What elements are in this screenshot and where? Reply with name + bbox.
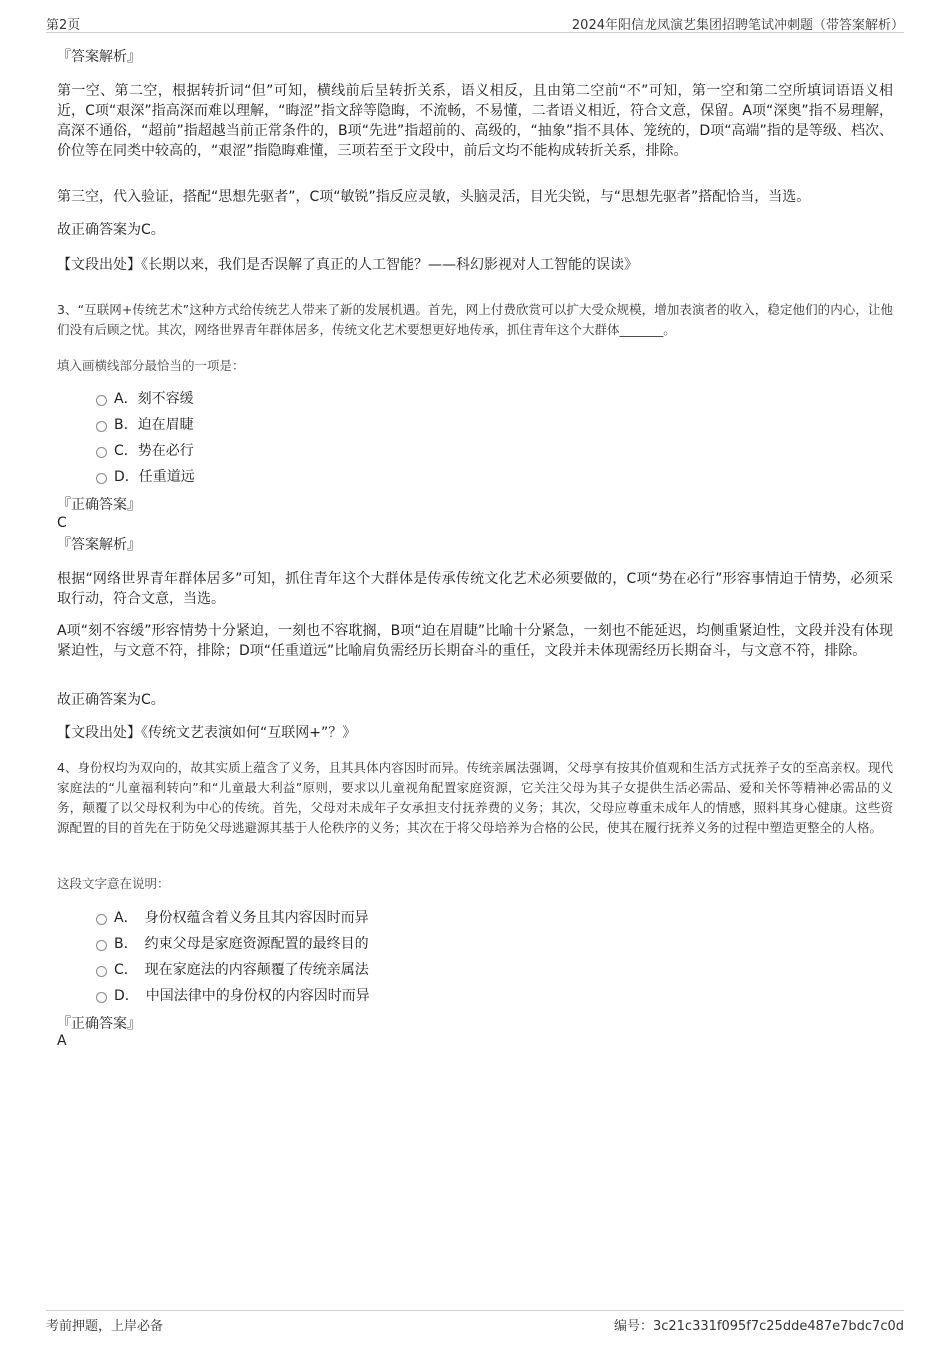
q4-option-c[interactable] [96,960,696,986]
q4-stem: 4、身份权均为双向的，故其实质上蕴含了义务，且其具体内容因时而异。传统亲属法强调，父母享有按其价值观和生活方式抚养子女的至高亲权。现代家庭法的“儿童福利转向”和“儿童最大利益”原则，要求以儿童视角配置家庭资源，它关注父母为其子女提供生活必需品、爱和关怀等精神必需品的义务，颠覆了以父母权利为中心的传统。首先，父母对未成年子女承担支付抚养费的义务；其次，父母应尊重未成年人的情感，照料其身心健康。这些资源配置的目的首先在于防免父母逃避源其基于人伦秩序的义务；其次在于将父母培养为合格的公民，使其在履行抚养义务的过程中塑造更整全的人格。 [57,760,893,835]
option-label: D．任重道远 [114,469,195,485]
option-label: A．刻不容缓 [114,391,194,407]
page-footer [46,1310,904,1333]
q4-option-d[interactable] [96,986,696,1012]
q3-option-a[interactable] [96,389,696,415]
q3-option-d[interactable] [96,467,696,493]
option-label: A． 身份权蕴含着义务且其内容因时而异 [114,910,369,926]
q3-conclusion: 故正确答案为C。 [57,692,165,708]
radio-icon[interactable] [96,966,107,977]
q2-source: 【文段出处】《长期以来，我们是否误解了真正的人工智能？——科幻影视对人工智能的误读》 [57,257,638,273]
option-label: D． 中国法律中的身份权的内容因时而异 [114,988,370,1004]
page-number: 第2页 [46,18,81,33]
option-label: B． 约束父母是家庭资源配置的最终目的 [114,936,369,952]
document-code: 编号：3c21c331f095f7c25dde487e7bdc7c0d [613,1319,904,1334]
option-label: C． 现在家庭法的内容颠覆了传统亲属法 [114,962,369,978]
q4-answer-label: 『正确答案』 [57,1016,141,1032]
radio-icon[interactable] [96,395,107,406]
q4-option-a[interactable] [96,908,696,934]
q3-option-c[interactable] [96,441,696,467]
radio-icon[interactable] [96,447,107,458]
q4-prompt: 这段文字意在说明： [57,876,170,891]
q3-answer: C [57,515,67,531]
q3-analysis-label: 『答案解析』 [57,537,141,553]
radio-icon[interactable] [96,992,107,1003]
q2-analysis-para-2: 第三空，代入验证，搭配“思想先驱者”，C项“敏锐”指反应灵敏，头脑灵活，目光尖锐，与“思想先驱者”搭配恰当，当选。 [57,189,811,205]
q3-source: 【文段出处】《传统文艺表演如何“互联网+”？》 [57,725,357,741]
q3-answer-label: 『正确答案』 [57,497,141,513]
q4-answer: A [57,1033,67,1049]
radio-icon[interactable] [96,421,107,432]
option-label: C．势在必行 [114,443,194,459]
q2-analysis-label: 『答案解析』 [57,49,141,65]
q3-option-b[interactable] [96,415,696,441]
q3-analysis-para-1: 根据“网络世界青年群体居多”可知，抓住青年这个大群体是传承传统文化艺术必须要做的，C项“势在必行”形容事情迫于情势，必须采取行动，符合文意，当选。 [57,571,893,607]
q2-analysis-para-1: 第一空、第二空，根据转折词“但”可知，横线前后呈转折关系，语义相反，且由第二空前“不”可知，第一空和第二空所填词语语义相近，C项“艰深”指高深而难以理解，“晦涩”指文辞等隐晦，不流畅，不易懂，二者语义相近，符合文意，保留。A项“深奥”指不易理解，高深不通俗，“超前”指超越当前正常条件的，B项“先进”指超前的、高级的，“抽象”指不具体、笼统的，D项“高端”指的是等级、档次、价位等在同类中较高的，“艰涩”指隐晦难懂，三项若至于文段中，前后文均不能构成转折关系，排除。 [57,83,893,159]
footer-motto: 考前押题，上岸必备 [46,1319,164,1334]
q2-conclusion: 故正确答案为C。 [57,222,165,238]
q3-analysis-para-2: A项“刻不容缓”形容情势十分紧迫，一刻也不容耽搁，B项“迫在眉睫”比喻十分紧急，一刻也不能延迟，均侧重紧迫性，文段并没有体现紧迫性，与文意不符，排除；D项“任重道远”比喻肩负需经历长期奋斗的重任，文段并未体现需经历长期奋斗，与文意不符，排除。 [57,623,893,659]
radio-icon[interactable] [96,940,107,951]
option-label: B．迫在眉睫 [114,417,194,433]
q3-options [96,389,696,493]
q3-prompt: 填入画横线部分最恰当的一项是： [57,358,245,373]
page-header [46,12,904,33]
q4-option-b[interactable] [96,934,696,960]
document-title: 2024年阳信龙凤演艺集团招聘笔试冲刺题（带答案解析） [571,18,904,33]
q4-options [96,908,696,1012]
radio-icon[interactable] [96,473,107,484]
q3-stem: 3、“互联网+传统艺术”这种方式给传统艺人带来了新的发展机遇。首先，网上付费欣赏可以扩大受众规模，增加表演者的收入，稳定他们的内心，让他们没有后顾之忧。其次，网络世界青年群体居多，传统文化艺术要想更好地传承，抓住青年这个大群体_______。 [57,302,893,337]
radio-icon[interactable] [96,914,107,925]
